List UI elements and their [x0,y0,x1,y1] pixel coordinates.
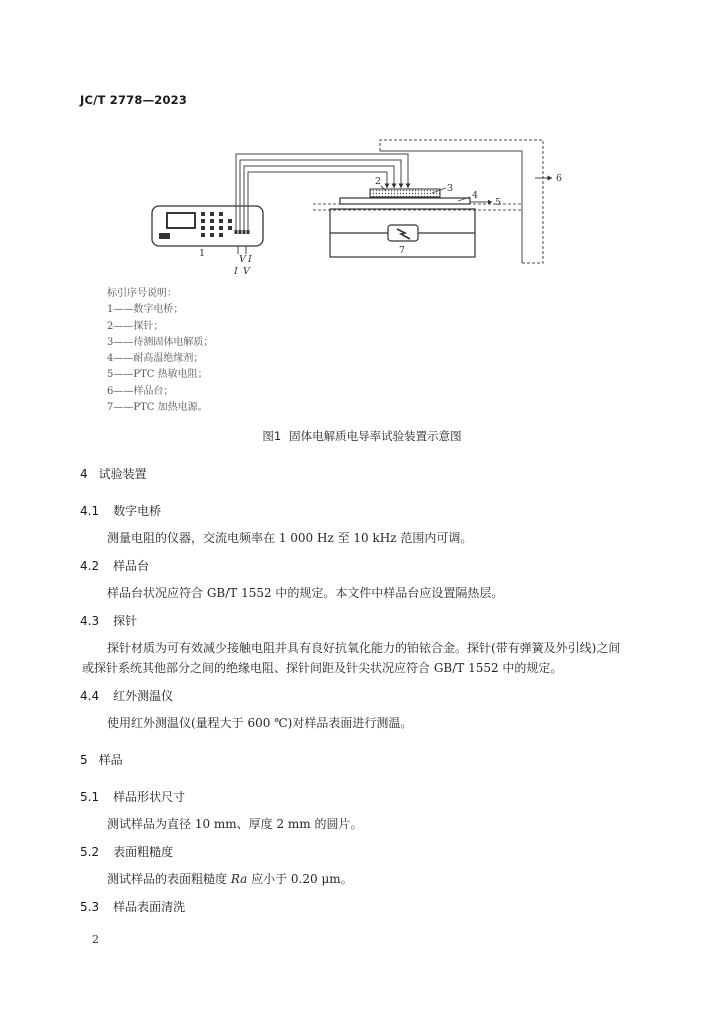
label-2: 2 [375,176,382,187]
section-5-heading [80,750,642,770]
paragraph: 使用红外测温仪(量程大于 600 ℃)对样品表面进行测温。 [107,716,413,730]
bridge-display [167,213,195,228]
figure-legend [107,286,213,416]
section-title: 表面粗糙度 [113,845,174,859]
terminal-label-v-lower: V [243,266,250,277]
label-3: 3 [447,183,454,194]
section-number: 4.1 [80,504,100,518]
section-title: 试验装置 [98,467,147,481]
lightning-icon [397,229,410,239]
terminal-label-i-lower: I [234,266,238,277]
page-number: 2 [92,933,99,946]
figure-caption [0,427,724,445]
label-5: 5 [495,197,502,208]
probe-holder [370,189,440,197]
paragraph-line: 或探针系统其他部分之间的绝缘电阻、探针间距及针尖状况应符合 GB/T 1552 中的规定。 [82,661,563,675]
legend-item: 2——探针； [107,320,164,332]
paragraph-text: 测试样品的表面粗糙度 [107,872,231,886]
section-5-3-heading [80,897,642,917]
section-number: 4.4 [80,689,100,703]
section-4-1-heading [80,501,642,521]
legend-item: 6——样品台； [107,385,174,397]
terminal-label-v-upper: V [239,254,246,265]
section-4-heading [80,464,642,484]
section-title: 样品台 [113,559,150,573]
figure-number: 图1 [262,429,282,443]
section-number: 5.2 [80,845,100,859]
label-7: 7 [399,245,406,256]
label-4: 4 [472,190,479,201]
paragraph: 测试样品为直径 10 mm、厚度 2 mm 的圆片。 [107,817,363,831]
section-number: 5.1 [80,790,100,804]
legend-item: 1——数字电桥； [107,304,184,316]
section-title: 样品形状尺寸 [113,790,186,804]
section-4-4-heading [80,686,642,706]
roughness-symbol: Ra [230,872,248,886]
section-number: 5 [80,753,88,767]
document-body [82,464,642,917]
legend-title: 标引序号说明： [107,288,177,299]
bridge-terminals [235,230,250,234]
legend-item: 5——PTC 热敏电阻； [107,369,208,381]
section-5-2-heading [80,842,642,862]
legend-item: 7——PTC 加热电源。 [107,402,208,414]
paragraph-text: 应小于 0.20 μm。 [247,872,353,886]
bridge-keypad [201,212,232,237]
section-number: 4.3 [80,614,100,628]
paragraph [82,869,642,889]
section-title: 红外测温仪 [113,689,174,703]
apparatus-diagram [0,0,724,290]
paragraph: 样品台状况应符合 GB/T 1552 中的规定。本文件中样品台应设置隔热层。 [107,586,504,600]
paragraph: 测量电阻的仪器，交流电频率在 1 000 Hz 至 10 kHz 范围内可调。 [107,531,473,545]
section-title: 数字电桥 [113,504,162,518]
digital-bridge [152,206,263,246]
label-6: 6 [556,173,563,184]
section-title: 样品 [98,753,123,767]
label-1: 1 [199,248,206,259]
section-number: 4 [80,467,88,481]
figure-title: 固体电解质电导率试验装置示意图 [289,429,462,443]
legend-item: 4——耐高温绝缘剂； [107,353,204,365]
document-number: JC/T 2778—2023 [80,93,188,107]
section-number: 5.3 [80,900,100,914]
legend-item: 3——待测固体电解质； [107,336,214,348]
paragraph-line: 探针材质为可有效减少接触电阻并具有良好抗氧化能力的铂铱合金。探针(带有弹簧及外引线)之间 [107,641,621,655]
terminal-label-i-upper: I [248,254,252,265]
bridge-switch [159,233,170,239]
section-title: 探针 [113,614,138,628]
section-5-1-heading [80,787,642,807]
section-number: 4.2 [80,559,100,573]
section-title: 样品表面清洗 [113,900,186,914]
sample-plate [340,198,470,204]
section-4-3-heading [80,611,642,631]
section-4-2-heading [80,556,642,576]
